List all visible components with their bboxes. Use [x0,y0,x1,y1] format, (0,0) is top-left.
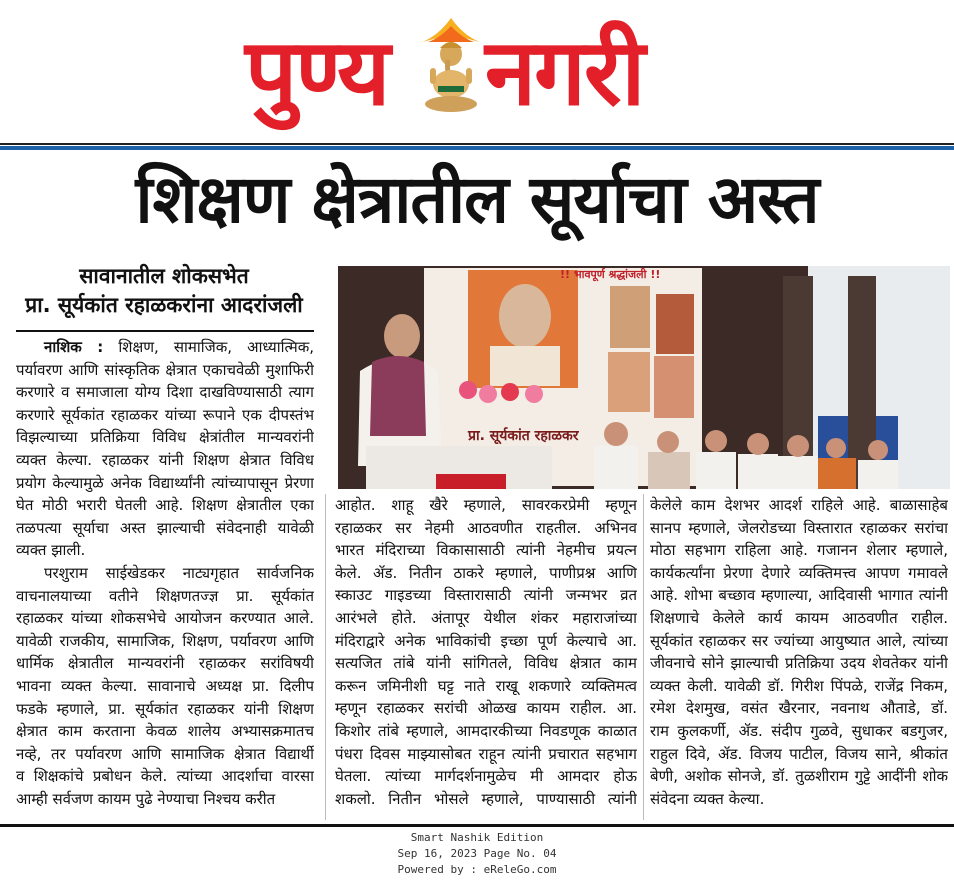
article-column-2 [335,494,637,810]
article-column-3 [650,494,948,810]
logo-text-left: पुण्य [245,19,389,126]
article-line: रमेश देशमुख, वसंत खैरनार, नवनाथ औताडे, डॉ. [650,699,948,718]
article-line: किशोर तांबे म्हणाले, आमदारकीच्या निवडणूक काळात [335,721,637,740]
article-line: घेतला. त्यांच्या मार्गदर्शनामुळेच मी आमदार होऊ [335,767,637,786]
article-line: पर्यावरण आणि सांस्कृतिक क्षेत्रात एकाचवेळी मुशाफिरी [16,360,314,379]
article-line: केलेले काम देशभर आदर्श राहिले आहे. बाळासाहेब [650,496,948,514]
article-line: म्हणून रहाळकर सरांची ओळख कायम राहील. आ. [335,699,637,718]
article-line [16,336,314,359]
article-line: यावेळी राजकीय, सामाजिक, शिक्षण, पर्यावरण आणि [16,631,314,650]
article-line: पंधरा दिवस माझ्यासोबत राहून त्यांनी प्रचारात सहभाग [335,744,637,763]
article-line: वाचनालयाच्या वतीने शिक्षणतज्ज्ञ प्रा. सूर्यकांत [16,586,314,605]
event-photo-illustration [338,266,950,489]
headline: शिक्षण क्षेत्रातील सूर्याचा अस्त [135,161,819,238]
ganesh-logo-icon [418,14,484,114]
article-line: केले. ॲड. नितीन ठाकरे म्हणाले, पाणीप्रश्न आणि [335,563,637,582]
article-line: व शिक्षकांचे प्रबोधन केले. त्यांच्या आदर्शाचा वारसा [16,767,314,786]
subheadline-line-1: सावानातील शोकसभेत [79,264,249,288]
article-line: आम्ही सर्वजण कायम पुढे नेण्याचा निश्चय करीत [16,789,276,808]
event-photo [338,266,950,489]
article-line: तळपत्या सूर्याचा अस्त झाल्याची संवेदनाही यावेळी [16,518,314,537]
subheadline-rule [16,330,314,332]
article-line: धार्मिक क्षेत्रातील मान्यवरांनी रहाळकर सरांविषयी [16,654,314,673]
article-line: सूर्यकांत रहाळकर सर ज्यांच्या आयुष्यात आले, त्यांच्या [650,631,948,650]
article-line: राम कुलकर्णी, ॲड. संदीप गुळवे, सुधाकर बडगुजर, [650,721,948,740]
article-line: करणारे सूर्यकांत रहाळकर यांच्या रूपाने एक दीपस्तंभ [16,405,314,424]
article-line: मोठा सहभाग राहिला आहे. गजानन शेलार म्हणाले, [650,541,948,560]
edition-name: Smart Nashik Edition [410,831,544,844]
article-line: रहाळकर सर नेहमी आठवणीत राहतील. अभिनव [335,518,637,537]
article-line: आहे. शोभा बच्छाव म्हणाल्या, आदिवासी भागात त्यांनी [650,586,948,605]
footer [0,830,954,878]
masthead [0,0,954,142]
article-line: क्षेत्रात काम करताना केवळ शालेय अभ्यासक्रमातच [16,722,314,741]
article-line: कार्यकर्त्यांना प्रेरणा देणारे व्यक्तिमत्त्व आपण गमावले [650,563,948,582]
article-line: शिक्षणाचे केलेले कार्य कायम आठवणीत राहील. [650,608,948,627]
article-line: करून जमिनीशी घट्ट नाते राखू शकणारे व्यक्तिमत्व [335,676,637,695]
subheadline [14,262,314,320]
article-line: आहोत. शाहू खैरे म्हणाले, सावरकरप्रेमी म्हणून [335,496,637,514]
article-line: रहाळकर यांच्या शोकसभेचे आयोजन करण्यात आले. [16,609,314,628]
article-line: प्रयोग केल्यामुळे अनेक विद्यार्थ्यांनी त्यांच्यापासून प्रेरणा [16,473,314,492]
column-divider [643,494,644,820]
article-line: सत्यजित तांबे यांनी सांगितले, विविध क्षेत्रात काम [335,654,637,673]
article-line: घेत मोठी भरारी घेतली आहे. शिक्षण क्षेत्रातील एका [16,496,314,515]
footer-rule [0,824,954,827]
article-line: परशुराम साईखेडकर नाट्यगृहात सार्वजनिक [44,563,314,582]
article-line: सानप म्हणाले, जेलरोडच्या विस्तारात रहाळकर सरांचा [650,518,948,537]
banner-name: प्रा. सूर्यकांत रहाळकर [468,428,579,444]
article-line: व्यक्त केल्या. रहाळकर यांनी शिक्षण क्षेत्रात विविध [16,450,314,469]
article-line: संवेदना व्यक्त केल्या. [650,789,765,808]
banner-title: !! भावपूर्ण श्रद्धांजली !! [560,268,661,281]
article-line: भावना व्यक्त केल्या. सावानाचे अध्यक्ष प्रा. दिलीप [16,676,314,695]
powered-by-link[interactable]: Powered by : eReleGo.com [397,863,557,876]
article-line: करणारे व समाजाला योग्य दिशा दाखविण्यासाठी त्याग [16,383,314,402]
article-line: भारत मंदिराच्या विकासासाठी त्यांनी नेहमीच प्रयत्न [335,541,637,560]
article-line: स्काउट गाइडच्या विस्तारासाठी त्यांनी जन्मभर व्रत [335,586,637,605]
article-line: बेणी, अशोक सोनजे, डॉ. तुळशीराम गुट्टे आदींनी शोक [650,767,948,786]
dateline: नाशिक : [44,338,104,356]
article-line: फडके म्हणाले, प्रा. सूर्यकांत रहाळकर यांनी शिक्षण [16,699,314,718]
header-rule [0,143,954,145]
article-line: जीवनाचे सोने झाल्याची प्रतिक्रिया उदय शेवतेकर यांनी [650,654,948,673]
date-page: Sep 16, 2023 Page No. 04 [397,847,557,860]
article-line: मंदिराद्वारे अनेक भाविकांची इच्छा पूर्ण केल्याचे आ. [335,631,637,650]
article-line: विझल्याच्या प्रतिक्रिया विविध क्षेत्रांतील मान्यवरांनी [16,428,314,447]
article-line: व्यक्त झाली. [16,541,86,560]
logo-text-right: नगरी [485,19,644,126]
article-line: राहुल दिवे, ॲड. विजय पाटील, विजय साने, श्रीकांत [650,744,948,763]
article-line: आरंभले होते. अंतापूर येथील शंकर महाराजांच्या [335,608,637,627]
subheadline-line-2: प्रा. सूर्यकांत रहाळकरांना आदरांजली [25,293,303,317]
article-line: नव्हे, तर पर्यावरण आणि सामाजिक क्षेत्रात विद्यार्थी [16,744,314,763]
column-divider [325,494,326,820]
article-line-text: शिक्षण, सामाजिक, आध्यात्मिक, [103,338,314,356]
article-line: व्यक्त केली. यावेळी डॉ. गिरीश पिंपळे, राजेंद्र निकम, [650,676,948,695]
article-column-1 [16,336,314,810]
article-line: शकलो. नितीन भोसले म्हणाले, पाण्यासाठी त्यांनी [335,789,637,808]
